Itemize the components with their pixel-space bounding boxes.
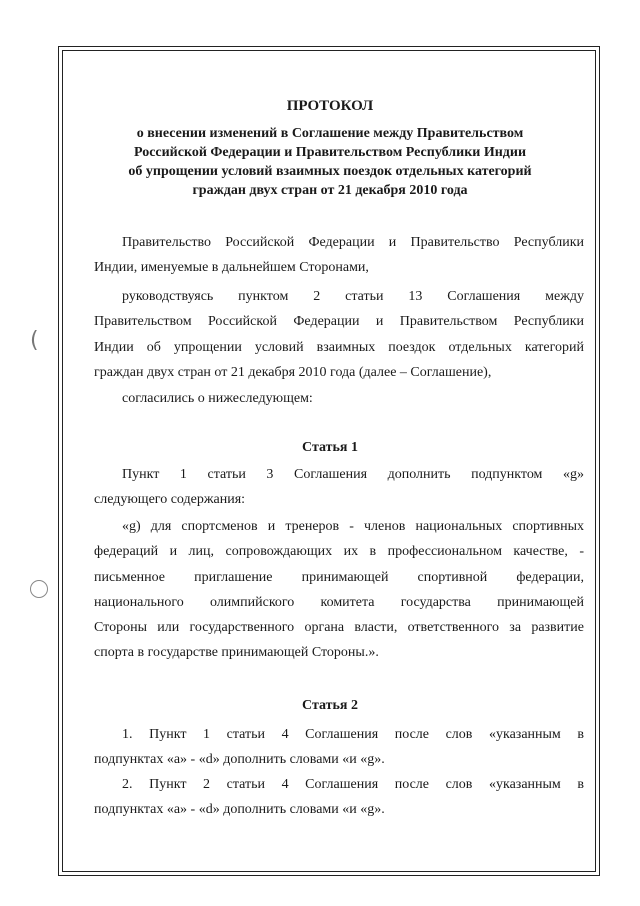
text-line: 1. Пункт 1 статьи 4 Соглашения после слов «указанным в [122, 727, 584, 742]
preamble-paragraph-2 [94, 284, 584, 385]
document-title: ПРОТОКОЛ [286, 98, 374, 114]
text-line: Индии об упрощении условий взаимных поездок отдельных категорий [94, 339, 584, 355]
subtitle-line: об упрощении условий взаимных поездок отдельных категорий [128, 164, 532, 179]
subtitle-line: о внесении изменений в Соглашение между Правительством [136, 126, 524, 141]
article-2-paragraph-2 [94, 772, 584, 823]
text-line: Индии, именуемые в дальнейшем Сторонами, [94, 260, 369, 276]
preamble-paragraph-1 [94, 230, 584, 281]
article-2-paragraph-1 [94, 722, 584, 773]
text-line: национального олимпийского комитета государства принимающей [94, 594, 584, 610]
text-line: федераций и лиц, сопровождающих их в профессиональном качестве, - [94, 544, 584, 560]
text-line: Стороны или государственного органа власти, ответственного за развитие [94, 620, 584, 636]
text-line: «g) для спортсменов и тренеров - членов национальных спортивных [122, 519, 584, 534]
document-subtitle [60, 124, 600, 200]
subtitle-line: Российской Федерации и Правительством Республики Индии [133, 145, 527, 160]
article-1-paragraph-2 [94, 514, 584, 666]
text-line: спорта в государстве принимающей Стороны.». [94, 645, 379, 661]
text-line: Пункт 1 статьи 3 Соглашения дополнить подпунктом «g» [122, 467, 584, 482]
article-2-heading: Статья 2 [302, 698, 358, 713]
article-1-paragraph-1 [94, 462, 584, 513]
subtitle-line: граждан двух стран от 21 декабря 2010 года [192, 183, 468, 198]
article-1-heading: Статья 1 [302, 440, 358, 455]
scan-mark: ( [30, 328, 39, 353]
text-line: граждан двух стран от 21 декабря 2010 года (далее – Соглашение), [94, 364, 492, 380]
text-line: следующего содержания: [94, 492, 246, 508]
text-line: подпунктах «a» - «d» дополнить словами «и «g». [94, 802, 385, 818]
punch-hole [30, 580, 48, 598]
text-line: Правительством Российской Федерации и Правительством Республики [94, 314, 584, 330]
text-line: 2. Пункт 2 статьи 4 Соглашения после слов «указанным в [122, 777, 584, 792]
text-line: письменное приглашение принимающей спортивной федерации, [94, 569, 584, 585]
text-line: руководствуясь пунктом 2 статьи 13 Соглашения между [122, 289, 584, 304]
text-line: подпунктах «a» - «d» дополнить словами «и «g». [94, 752, 385, 768]
text-line: Правительство Российской Федерации и Правительство Республики [122, 235, 584, 250]
text-line: согласились о нижеследующем: [122, 391, 313, 406]
preamble-paragraph-3 [94, 386, 584, 411]
